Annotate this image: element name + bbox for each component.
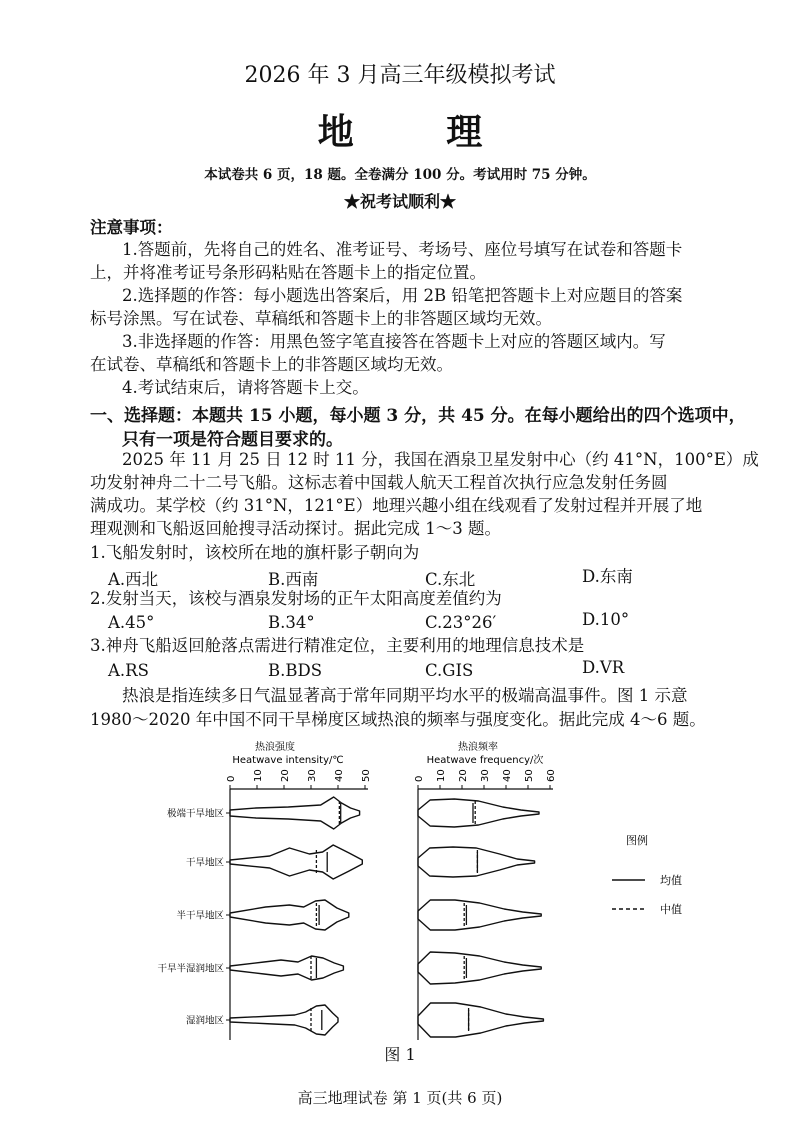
question-3-stem: 3.神舟飞船返回舱落点需进行精准定位，主要利用的地理信息技术是: [90, 636, 585, 655]
passage-line: 2025 年 11 月 25 日 12 时 11 分，我国在酒泉卫星发射中心（约 41°N，100°E）成: [122, 450, 759, 469]
q2-option-c: C.23°26′: [425, 613, 497, 632]
note-line: 3.非选择题的作答：用黑色签字笔直接答在答题卡上对应的答题区域内。写: [122, 332, 666, 351]
subject-title: 地 理: [317, 111, 523, 153]
x-tick-label: 20: [458, 769, 469, 782]
x-tick-label: 30: [480, 769, 491, 782]
exam-info: 本试卷共 6 页，18 题。全卷满分 100 分。考试用时 75 分钟。: [204, 167, 596, 183]
violin-shape: [230, 956, 343, 980]
violin-shape: [418, 952, 541, 984]
violin-shape: [418, 847, 535, 877]
figure-caption: 图 1: [384, 1045, 416, 1064]
x-tick-label: 0: [226, 775, 237, 782]
category-label: 干旱地区: [185, 857, 224, 869]
violin-shape: [230, 845, 362, 879]
legend-mean-label: 均值: [660, 874, 682, 887]
q3-option-c: C.GIS: [425, 661, 474, 680]
x-tick-label: 30: [307, 769, 318, 782]
q2-option-b: B.34°: [268, 613, 315, 632]
q1-option-d: D.东南: [582, 567, 633, 586]
category-label: 半干旱地区: [176, 910, 224, 922]
figure-1-violin-charts: [0, 730, 800, 1045]
note-line: 4.考试结束后，请将答题卡上交。: [122, 378, 369, 397]
category-label: 极端干旱地区: [166, 808, 224, 820]
notes-heading: 注意事项：: [90, 218, 173, 237]
x-tick-label: 0: [414, 775, 425, 782]
legend-median-label: 中值: [660, 903, 682, 916]
violin-shape: [230, 900, 349, 930]
x-tick-label: 50: [524, 769, 535, 782]
x-tick-label: 40: [334, 769, 345, 782]
note-line: 上，并将准考证号条形码粘贴在答题卡上的指定位置。: [90, 263, 486, 282]
note-line: 标号涂黑。写在试卷、草稿纸和答题卡上的非答题区域均无效。: [90, 309, 552, 328]
q2-option-a: A.45°: [108, 613, 155, 632]
violin-shape: [418, 799, 539, 827]
x-axis-label: Heatwave frequency/次: [426, 755, 544, 766]
x-tick-label: 40: [502, 769, 513, 782]
note-line: 2.选择题的作答：每小题选出答案后，用 2B 铅笔把答题卡上对应题目的答案: [122, 286, 683, 305]
q3-option-a: A.RS: [108, 661, 149, 680]
q1-option-b: B.西南: [268, 570, 319, 589]
legend-title: 图例: [626, 834, 648, 847]
passage-line: 1980～2020 年中国不同干旱梯度区域热浪的频率与强度变化。据此完成 4～6 题。: [90, 710, 706, 729]
section-heading-cont: 只有一项是符合题目要求的。: [122, 430, 343, 450]
note-line: 在试卷、草稿纸和答题卡上的非答题区域均无效。: [90, 355, 453, 374]
exam-title: 2026 年 3 月高三年级模拟考试: [244, 63, 556, 88]
passage-line: 满成功。某学校（约 31°N，121°E）地理兴趣小组在线观看了发射过程并开展了地: [90, 496, 703, 515]
q3-option-d: D.VR: [582, 658, 625, 677]
x-tick-label: 10: [253, 769, 264, 782]
x-tick-label: 20: [280, 769, 291, 782]
passage-line: 功发射神舟二十二号飞船。这标志着中国载人航天工程首次执行应急发射任务圆: [90, 473, 668, 492]
x-tick-label: 60: [546, 769, 557, 782]
violin-shape: [418, 1003, 543, 1037]
good-luck-banner: ★祝考试顺利★: [343, 192, 456, 211]
violin-shape: [418, 900, 541, 930]
passage-line: 热浪是指连续多日气温显著高于常年同期平均水平的极端高温事件。图 1 示意: [122, 686, 688, 705]
chart-title: 热浪强度: [255, 742, 295, 753]
note-line: 1.答题前，先将自己的姓名、准考证号、考场号、座位号填写在试卷和答题卡: [122, 240, 683, 259]
question-2-stem: 2.发射当天，该校与酒泉发射场的正午太阳高度差值约为: [90, 589, 502, 608]
q1-option-a: A.西北: [108, 570, 159, 589]
q1-option-c: C.东北: [425, 570, 476, 589]
section-heading: 一、选择题：本题共 15 小题，每小题 3 分，共 45 分。在每小题给出的四个选项中，: [90, 406, 746, 426]
question-1-stem: 1.飞船发射时，该校所在地的旗杆影子朝向为: [90, 543, 420, 562]
page-footer: 高三地理试卷 第 1 页(共 6 页): [297, 1089, 503, 1107]
x-axis-label: Heatwave intensity/℃: [232, 755, 344, 766]
q3-option-b: B.BDS: [268, 661, 323, 680]
x-tick-label: 10: [436, 769, 447, 782]
x-tick-label: 50: [361, 769, 372, 782]
q2-option-d: D.10°: [582, 610, 630, 629]
category-label: 湿润地区: [185, 1015, 224, 1027]
category-label: 干旱半湿润地区: [157, 963, 224, 975]
passage-line: 理观测和飞船返回舱搜寻活动探讨。据此完成 1～3 题。: [90, 519, 501, 538]
chart-title: 热浪频率: [458, 742, 498, 753]
